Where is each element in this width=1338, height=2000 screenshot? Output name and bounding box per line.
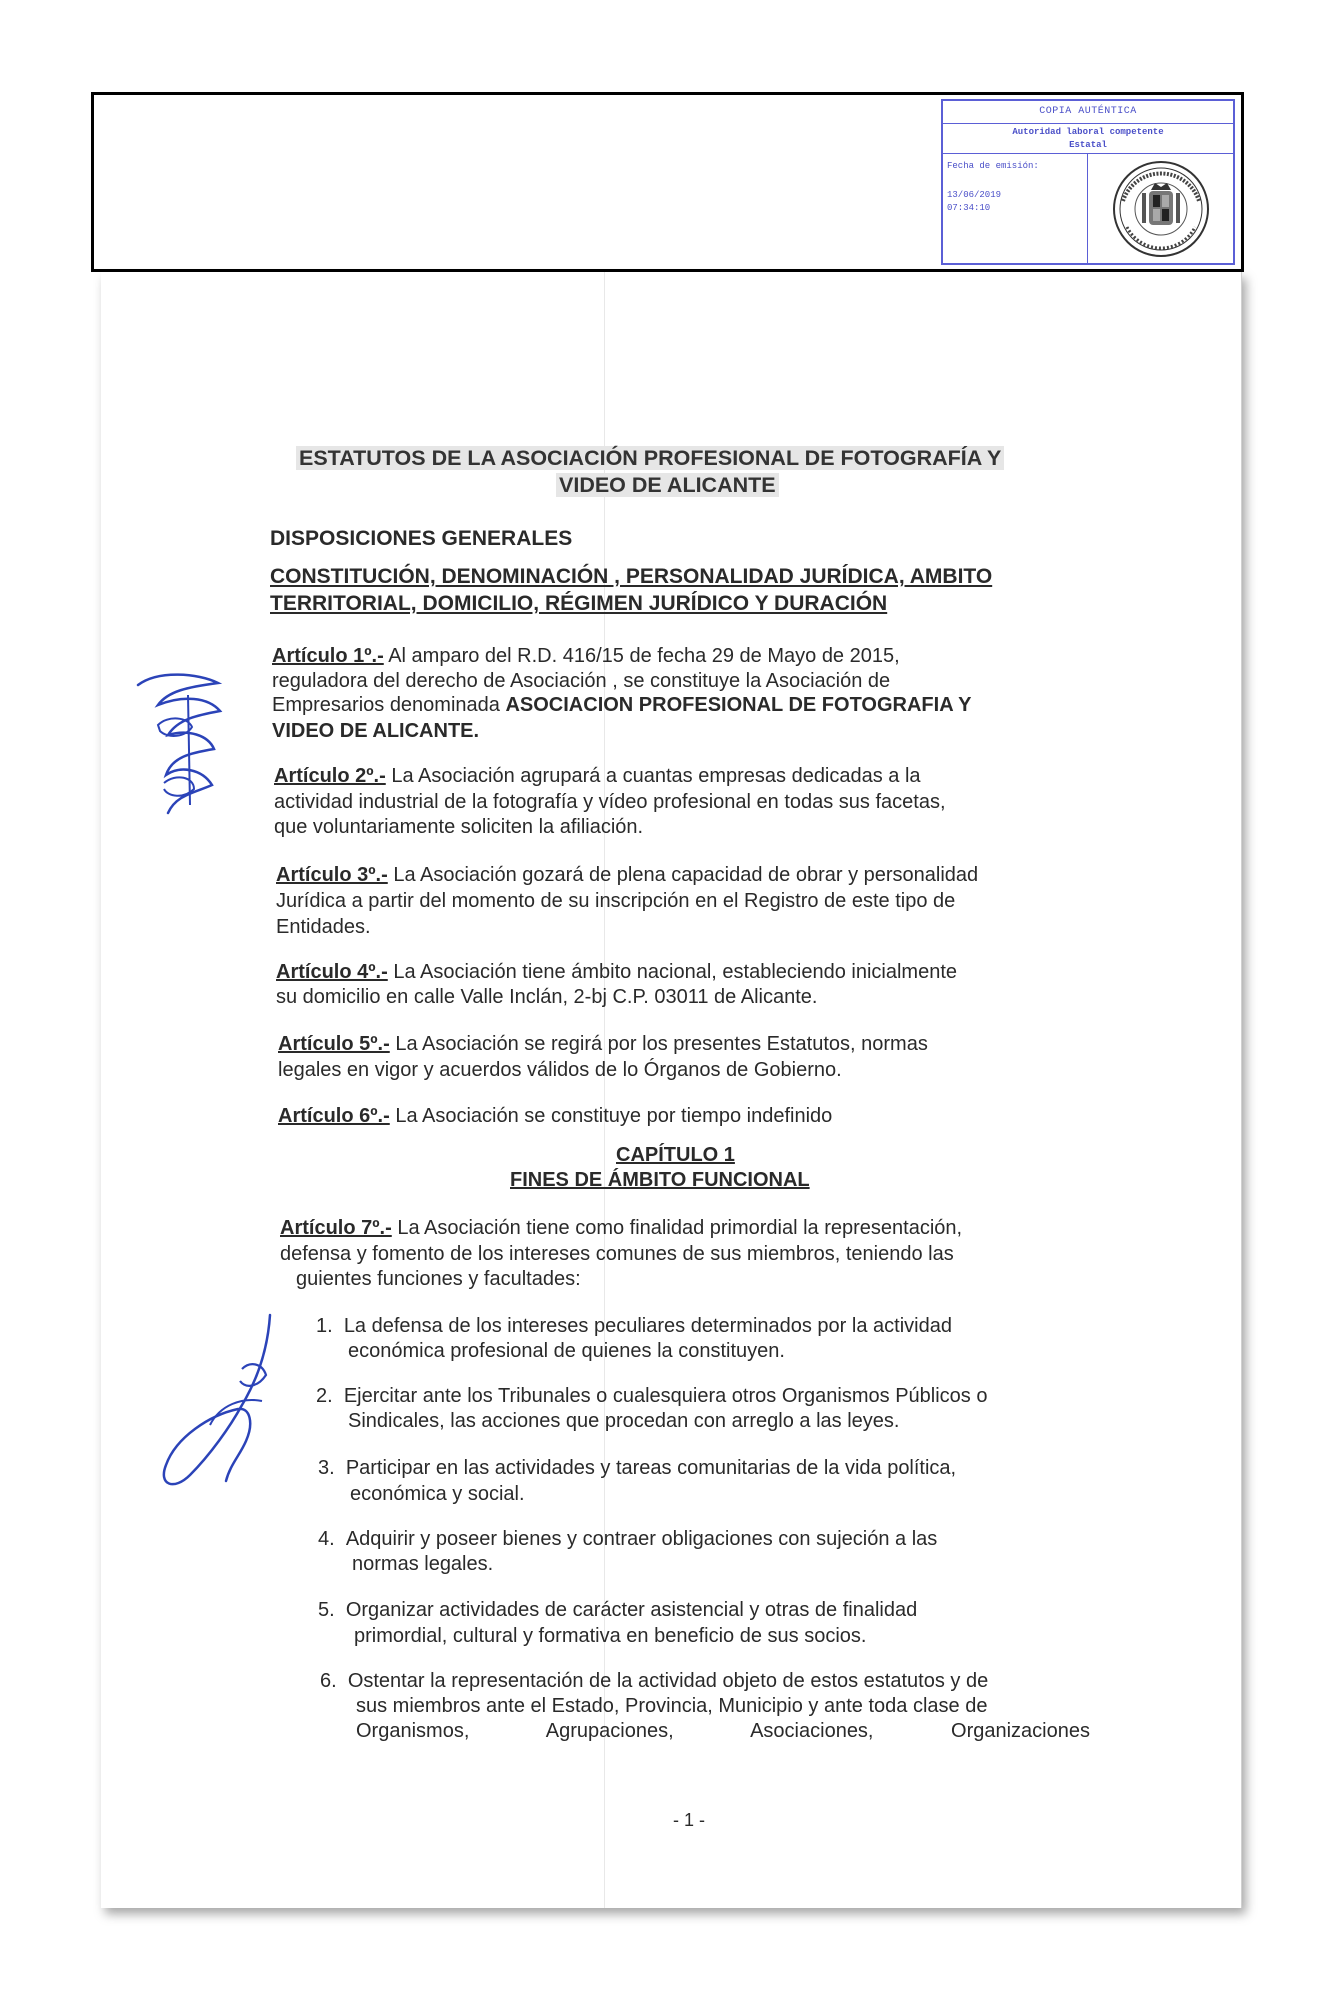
section-heading: DISPOSICIONES GENERALES	[270, 527, 573, 550]
article-7-line3: guientes funciones y facultades:	[296, 1268, 581, 1290]
article-1-line3: Empresarios denominada ASOCIACION PROFESIONAL DE FOTOGRAFIA Y	[272, 694, 972, 716]
stamp-issue-date: Fecha de emisión: 13/06/2019 07:34:10	[943, 154, 1088, 264]
article-5: Artículo 5º.- La Asociación se regirá por los presentes Estatutos, normas	[278, 1033, 928, 1055]
list-item: 4. Adquirir y poseer bienes y contraer obligaciones con sujeción a las	[318, 1528, 938, 1550]
list-item-line2: Sindicales, las acciones que procedan con arreglo a las leyes.	[348, 1410, 900, 1432]
list-item: 1. La defensa de los intereses peculiares determinados por la actividad	[316, 1315, 952, 1337]
chapter-subheading: FINES DE ÁMBITO FUNCIONAL	[510, 1169, 810, 1191]
stamp-title: COPIA AUTÉNTICA	[943, 101, 1233, 124]
list-item-line2: normas legales.	[352, 1553, 494, 1575]
article-2-line2: actividad industrial de la fotografía y vídeo profesional en todas sus facetas,	[274, 791, 946, 813]
article-2-line3: que voluntariamente soliciten la afiliación.	[274, 816, 644, 838]
list-item: 6. Ostentar la representación de la actividad objeto de estos estatutos y de	[320, 1670, 989, 1692]
list-item-line3: Organismos, Agrupaciones, Asociaciones, Organizaciones	[356, 1720, 1090, 1742]
signature-top-icon	[128, 665, 240, 825]
article-7-line2: defensa y fomento de los intereses comunes de sus miembros, teniendo las	[280, 1243, 954, 1265]
list-item-line2: económica y social.	[350, 1483, 525, 1505]
article-3-line2: Jurídica a partir del momento de su inscripción en el Registro de este tipo de	[276, 890, 956, 912]
article-1-line2: reguladora del derecho de Asociación , se constituye la Asociación de	[272, 670, 891, 692]
stamp-time: 07:34:10	[947, 203, 991, 213]
chapter-heading: CAPÍTULO 1	[616, 1144, 735, 1166]
stamp-date: 13/06/2019	[947, 190, 1002, 200]
article-7: Artículo 7º.- La Asociación tiene como finalidad primordial la representación,	[280, 1217, 963, 1239]
list-item-line2: económica profesional de quienes la constituyen.	[348, 1340, 785, 1362]
list-item-line2: primordial, cultural y formativa en beneficio de sus socios.	[354, 1625, 867, 1647]
article-1: Artículo 1º.- Al amparo del R.D. 416/15 de fecha 29 de Mayo de 2015,	[272, 645, 900, 667]
list-item: 3. Participar en las actividades y tareas comunitarias de la vida política,	[318, 1457, 957, 1479]
document-title: ESTATUTOS DE LA ASOCIACIÓN PROFESIONAL DE FOTOGRAFÍA Y	[296, 445, 1004, 471]
list-item: 5. Organizar actividades de carácter asistencial y otras de finalidad	[318, 1599, 918, 1621]
article-5-line2: legales en vigor y acuerdos válidos de lo Órganos de Gobierno.	[278, 1059, 842, 1081]
signature-bottom-icon	[150, 1305, 290, 1500]
article-3: Artículo 3º.- La Asociación gozará de plena capacidad de obrar y personalidad	[276, 864, 979, 886]
article-6: Artículo 6º.- La Asociación se constituye por tiempo indefinido	[278, 1105, 833, 1127]
subsection-heading: CONSTITUCIÓN, DENOMINACIÓN , PERSONALIDAD JURÍDICA, AMBITO	[270, 565, 993, 588]
page-number: - 1 -	[673, 1810, 706, 1830]
subsection-heading-line2: TERRITORIAL, DOMICILIO, RÉGIMEN JURÍDICO Y DURACIÓN	[270, 592, 888, 615]
article-1-line4: VIDEO DE ALICANTE.	[272, 720, 480, 742]
stamp-authority: Autoridad laboral competente Estatal	[943, 124, 1233, 154]
article-3-line3: Entidades.	[276, 916, 371, 938]
list-item: 2. Ejercitar ante los Tribunales o cualesquiera otros Organismos Públicos o	[316, 1385, 988, 1407]
article-4-line2: su domicilio en calle Valle Inclán, 2-bj C.P. 03011 de Alicante.	[276, 986, 818, 1008]
article-4: Artículo 4º.- La Asociación tiene ámbito nacional, estableciendo inicialmente	[276, 961, 958, 983]
article-2: Artículo 2º.- La Asociación agrupará a cuantas empresas dedicadas a la	[274, 765, 921, 787]
document-title-line2: VIDEO DE ALICANTE	[556, 472, 779, 498]
list-item-line2: sus miembros ante el Estado, Provincia, Municipio y ante toda clase de	[356, 1695, 988, 1717]
